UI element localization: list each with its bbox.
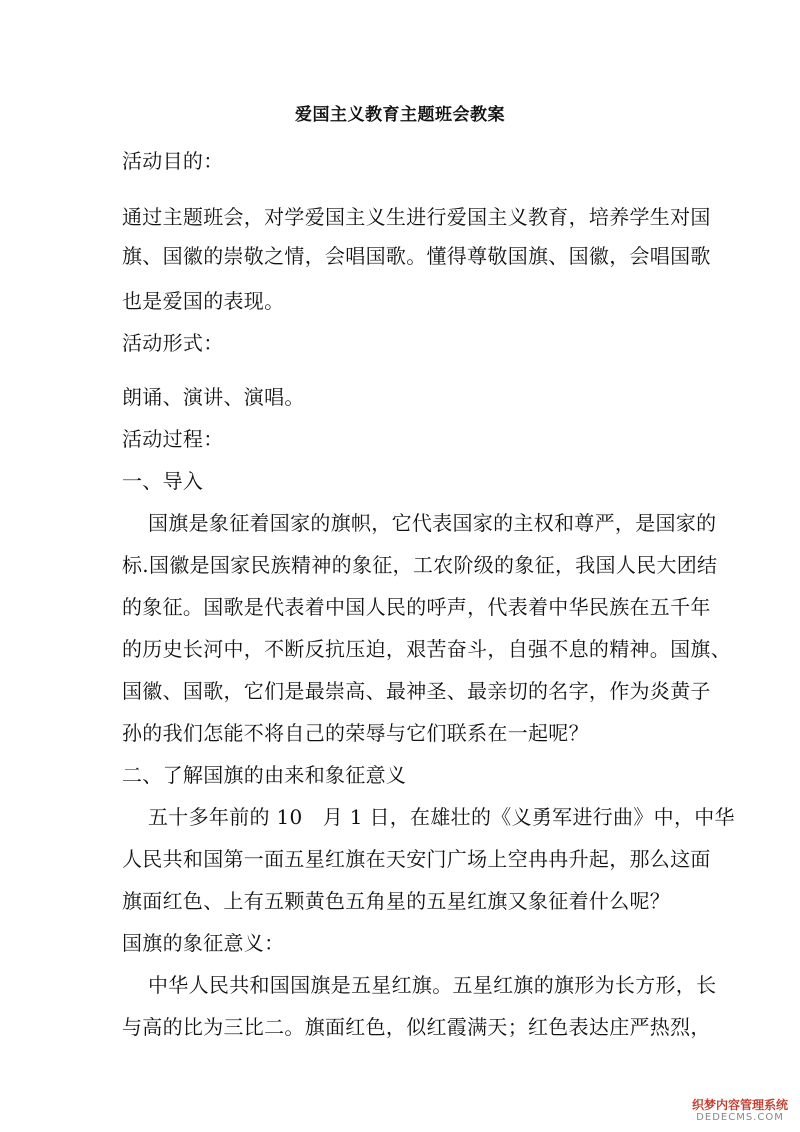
subheading-flag-meaning: 国旗的象征意义： bbox=[122, 931, 285, 955]
paragraph-line: 标.国徽是国家民族精神的象征，工农阶级的象征，我国人民大团结 bbox=[122, 553, 718, 577]
paragraph-line: 通过主题班会，对学爱国主义生进行爱国主义教育，培养学生对国 bbox=[122, 205, 711, 229]
paragraph-line: 国徽、国歌，它们是最崇高、最神圣、最亲切的名字，作为炎黄子 bbox=[122, 679, 711, 703]
paragraph-line: 国旗是象征着国家的旗帜，它代表国家的主权和尊严，是国家的 bbox=[148, 511, 717, 535]
paragraph-line: 的象征。国歌是代表着中国人民的呼声，代表着中华民族在五千年 bbox=[122, 595, 711, 619]
paragraph-line: 也是爱国的表现。 bbox=[122, 289, 285, 313]
watermark-url: DEDECMS.COM bbox=[696, 1112, 784, 1123]
paragraph-line: 与高的比为三比二。旗面红色，似红霞满天；红色表达庄严热烈， bbox=[122, 1015, 711, 1039]
paragraph-line: 孙的我们怎能不将自己的荣辱与它们联系在一起呢？ bbox=[122, 721, 589, 745]
paragraph-line: 中华人民共和国国旗是五星红旗。五星红旗的旗形为长方形，长 bbox=[148, 973, 717, 997]
watermark-logo bbox=[688, 1098, 792, 1124]
subheading-introduction: 一、导入 bbox=[122, 469, 204, 493]
paragraph-line: 旗、国徽的崇敬之情，会唱国歌。懂得尊敬国旗、国徽，会唱国歌 bbox=[122, 244, 711, 268]
section-heading-purpose: 活动目的： bbox=[122, 149, 224, 173]
section-heading-form: 活动形式： bbox=[122, 331, 224, 355]
section-heading-process: 活动过程： bbox=[122, 427, 224, 451]
paragraph-line: 旗面红色、上有五颗黄色五角星的五星红旗又象征着什么呢？ bbox=[122, 889, 671, 913]
subheading-flag-origin: 二、了解国旗的由来和象征意义 bbox=[122, 763, 407, 787]
paragraph-line: 的历史长河中，不断反抗压迫，艰苦奋斗，自强不息的精神。国旗、 bbox=[122, 637, 731, 661]
watermark-title: 织梦内容管理系统 bbox=[691, 1098, 788, 1112]
paragraph-line: 五十多年前的 10 月 1 日，在雄壮的《义勇军进行曲》中，中华 bbox=[148, 805, 735, 829]
document-title: 爱国主义教育主题班会教案 bbox=[295, 105, 505, 125]
paragraph-line: 朗诵、演讲、演唱。 bbox=[122, 385, 305, 409]
paragraph-line: 人民共和国第一面五星红旗在天安门广场上空冉冉升起，那么这面 bbox=[122, 847, 711, 871]
